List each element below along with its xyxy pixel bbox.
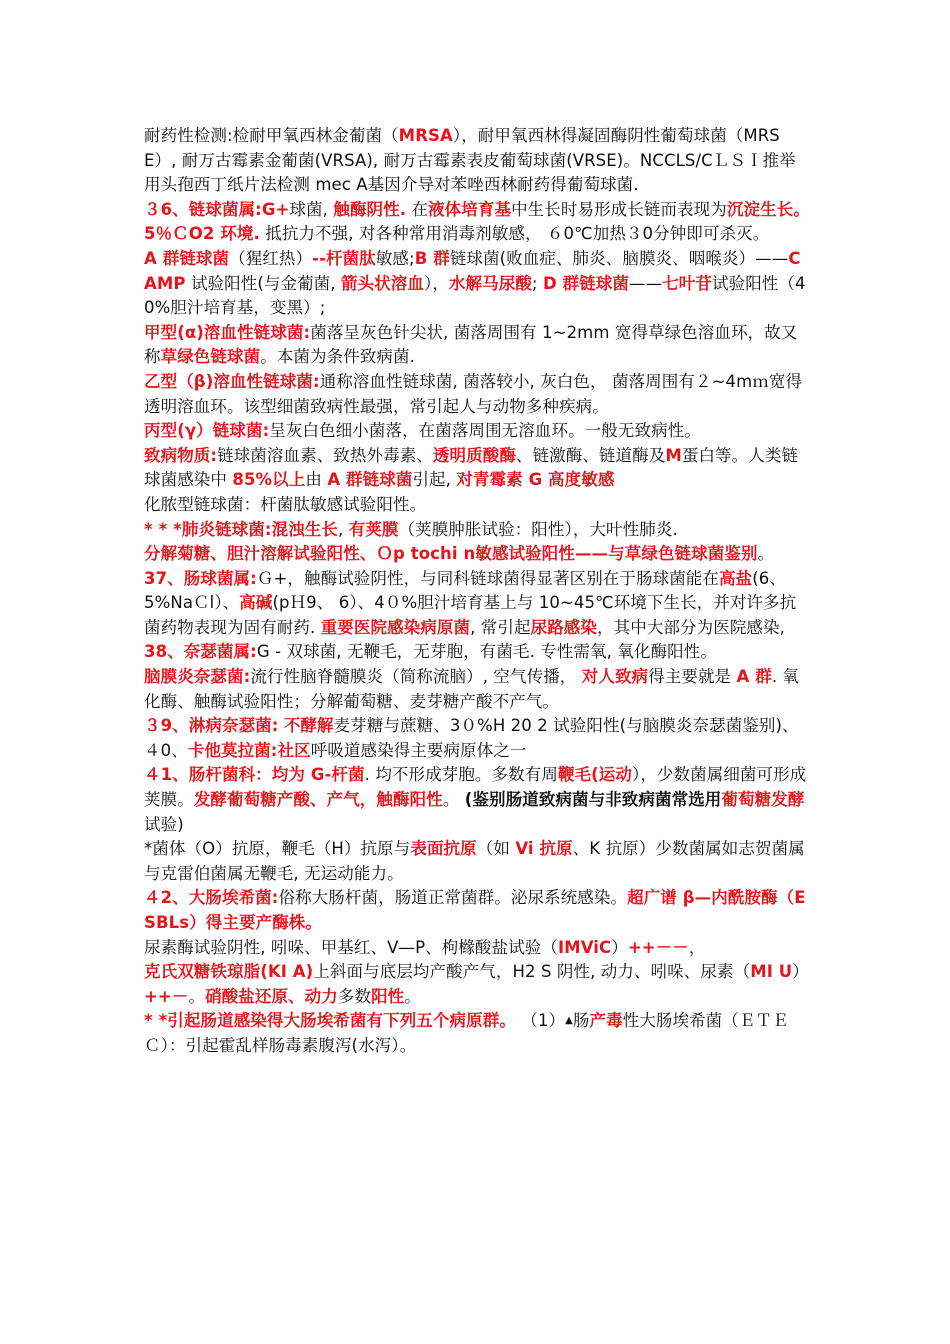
text-run: （如	[476, 839, 516, 859]
highlighted-term: 重要医院感染病原菌	[320, 617, 471, 637]
highlighted-term: ++－	[144, 986, 189, 1006]
highlighted-term: 对人致病	[581, 667, 649, 687]
highlighted-term: 产毒	[589, 1011, 623, 1031]
text-run: 试验阳性（40%胆汁培育基，变黑）;	[144, 273, 806, 318]
highlighted-term: 卡他莫拉菌:社区	[187, 740, 311, 760]
text-run: ，其中大部分为医院感染,	[597, 617, 785, 637]
highlighted-term: 37、肠球菌属:	[144, 568, 257, 588]
text-run: 上斜面与底层均产酸产气，H2 S 阴性, 动力、吲哚、尿素（	[313, 962, 751, 982]
highlighted-term: * *引起肠道感染得大肠埃希菌有下列五个病原群。	[144, 1011, 516, 1031]
highlighted-term: * * *肺炎链球菌:混浊生长	[144, 519, 338, 539]
highlighted-term: 透明质酸酶	[432, 445, 516, 465]
highlighted-term: --杆菌肽	[312, 248, 376, 268]
text-run: 呼吸道感染得主要病原体之一	[310, 740, 527, 760]
text-run: 在	[406, 199, 429, 219]
highlighted-term: 乙型（β)溶血性链球菌:	[144, 371, 320, 391]
highlighted-term: CAMP	[144, 248, 801, 293]
highlighted-term: 草绿色链球菌	[160, 347, 261, 367]
paragraph-4	[144, 321, 810, 370]
highlighted-term: 高碱	[239, 593, 273, 613]
text-run: , 常引起	[470, 617, 531, 637]
text-run: (pＨ9、 6）、4０%胆汁培育基上与 10~45℃环境下生长，并对许多抗菌药物表现为固有耐药.	[144, 593, 797, 637]
text-run: 性大肠埃希菌（ＥＴＥＣ）：引起霍乱样肠毒素腹泻(水泻）。	[144, 1011, 789, 1055]
text-run: 由	[305, 470, 328, 490]
text-run: ），耐甲氧西林得凝固酶阴性葡萄球菌（MRSE）, 耐万古霉素金葡菌(VRSA), 耐万古霉素表皮葡萄球菌(VRSE)。NCCLS/CＬＳＩ推举用头孢西丁纸片法检测 mec A基因介导对苯唑西林耐药得葡萄球菌.	[144, 126, 796, 195]
highlighted-term: 水解马尿酸	[448, 273, 532, 293]
paragraph-14	[144, 714, 810, 739]
text-run: 中生长时易形成长链而表现为	[511, 199, 727, 219]
paragraph-18	[144, 886, 810, 935]
paragraph-17	[144, 837, 810, 886]
text-run: ,	[337, 519, 349, 539]
highlighted-term: 38、奈瑟菌属:	[144, 642, 257, 662]
text-run: 呈灰白色细小菌落，在菌落周围无溶血环。一般无致病性。	[269, 421, 701, 441]
text-run: *菌体（O）抗原，鞭毛（H）抗原与	[144, 839, 411, 859]
paragraph-10	[144, 542, 810, 567]
text-run: 多数	[337, 986, 372, 1006]
highlighted-term: A 群链球菌	[327, 470, 413, 490]
text-run: （荚膜肿胀试验：阳性），大叶性肺炎.	[398, 519, 678, 539]
text-run: ，	[688, 937, 706, 957]
text-run: （1）	[515, 1011, 566, 1031]
highlighted-term: 尿路感染	[530, 617, 598, 637]
text-run: 。	[757, 544, 775, 564]
highlighted-term: D 群链球菌	[542, 273, 629, 293]
paragraph-20	[144, 960, 810, 1009]
highlighted-term: 有荚膜	[348, 519, 399, 539]
text-run: 俗称大肠杆菌，肠道正常菌群。泌尿系统感染。	[278, 888, 628, 908]
highlighted-term: IMViC	[557, 937, 612, 957]
highlighted-term: 超广谱 β—内酰胺酶（ESBLs）得主要产酶株。	[144, 888, 806, 932]
highlighted-term: 脑膜炎奈瑟菌:	[144, 667, 251, 687]
text-run: 尿素酶试验阴性, 吲哚、甲基红、V—P、枸橼酸盐试验（	[144, 937, 558, 957]
highlighted-term: 分解菊糖、胆汁溶解试验阳性、Ｏp tochi n敏感试验阳性——与草绿色链球菌鉴别	[144, 544, 758, 564]
text-run: 链球菌溶血素、致热外毒素、	[217, 445, 433, 465]
text-run: G - 双球菌, 无鞭毛，无芽胞，有菌毛. 专性需氧, 氧化酶阳性。	[256, 642, 717, 662]
text-run: (6、5%NaＣl）、	[144, 568, 786, 613]
paragraph-5	[144, 370, 810, 419]
document-page	[144, 124, 810, 1059]
paragraph-19	[144, 936, 810, 961]
text-run: 。	[404, 986, 421, 1006]
highlighted-term: MRSA	[398, 126, 453, 145]
paragraph-7	[144, 444, 810, 493]
text-run: 流行性脑脊髓膜炎（简称流脑）, 空气传播，	[250, 667, 582, 687]
paragraph-11	[144, 567, 810, 641]
text-run: ;	[531, 273, 543, 293]
highlighted-term: 阳性	[371, 986, 405, 1006]
highlighted-term: ３9、淋病奈瑟菌:	[144, 716, 279, 736]
highlighted-term: 沉淀生长。 5％ＣO2 环境.	[144, 199, 810, 244]
text-run: ）	[611, 937, 628, 957]
highlighted-term: 85%以上	[232, 470, 306, 490]
text-run: 。	[188, 986, 206, 1006]
text-run: 试验)	[144, 814, 184, 834]
text-run: 化脓型链球菌：杆菌肽敏感试验阳性。	[144, 494, 427, 514]
paragraph-1	[144, 124, 810, 198]
highlighted-term: 葡萄糖发酵	[721, 790, 805, 810]
highlighted-term: 丙型(γ）链球菌:	[144, 421, 270, 441]
highlighted-term: 甲型(α)溶血性链球菌:	[144, 322, 311, 342]
text-run: ４0、	[144, 740, 188, 760]
highlighted-term: 发酵葡萄糖产酸、产气，触酶阳性	[193, 790, 443, 810]
triangle-icon: ▲	[565, 1015, 573, 1027]
highlighted-term: A 群链球菌	[144, 248, 230, 268]
highlighted-term: 鞭毛(运动	[557, 765, 632, 785]
highlighted-term: M	[665, 445, 682, 465]
highlighted-term: 七叶苷	[662, 273, 712, 293]
highlighted-term: MI U	[750, 962, 793, 982]
paragraph-15	[144, 739, 810, 764]
highlighted-term: 触酶阴性.	[333, 199, 407, 219]
text-run: Ｇ+，触酶试验阴性，与同科链球菌得显著区别在于肠球菌能在	[256, 568, 719, 588]
text-run: 通称溶血性链球菌, 菌落较小, 灰白色， 菌落周围有２~4mｍ宽得透明溶血环。该型细菌致病性最强，常引起人与动物多种疾病。	[144, 371, 803, 416]
text-run: 引起,	[412, 470, 457, 490]
text-run: ——	[628, 273, 663, 293]
highlighted-term: B 群	[414, 248, 450, 268]
highlighted-term: 致病物质:	[144, 445, 218, 465]
text-run: 、K 抗原）少数菌属如志贺菌属与克雷伯菌属无鞭毛, 无运动能力。	[144, 839, 805, 883]
paragraph-12	[144, 640, 810, 665]
text-run: ），	[423, 273, 449, 293]
text-run: 菌落呈灰色针尖状, 菌落周围有 1~2mm 宽得草绿色溶血环，故又称	[144, 322, 798, 367]
highlighted-term: A 群	[736, 667, 772, 687]
text-run: 耐药性检测:检耐甲氧西林金葡菌（	[144, 126, 399, 145]
paragraph-21	[144, 1009, 810, 1058]
paragraph-2	[144, 198, 810, 247]
text-run: 。	[442, 790, 465, 810]
highlighted-term: Vi 抗原	[515, 839, 573, 859]
text-run: 麦芽糖与蔗糖、3０%H 20 2 试验阳性(与脑膜炎奈瑟菌鉴别)、	[333, 716, 799, 736]
paragraph-16	[144, 763, 810, 837]
text-run: 抵抗力不强, 对各种常用消毒剂敏感， ６0℃加热３0分钟即可杀灭。	[259, 224, 770, 244]
paragraph-13	[144, 665, 810, 714]
highlighted-term: ++－－	[627, 937, 689, 957]
text-run: . 氧化酶、触酶试验阳性；分解葡萄糖、麦芽糖产酸不产气。	[144, 667, 800, 711]
highlighted-term: 不酵解	[283, 716, 334, 736]
text-run: 、链激酶、链道酶及	[515, 445, 666, 465]
text-run: 球菌,	[289, 199, 334, 219]
highlighted-term: 克氏双糖铁琼脂(KI A)	[144, 962, 314, 982]
highlighted-term: 表面抗原	[410, 839, 477, 859]
highlighted-term: 对青霉素 G 高度敏感	[456, 470, 615, 490]
text-run: 试验阳性(与金葡菌,	[185, 273, 341, 293]
paragraph-9	[144, 518, 810, 543]
highlighted-term: 硝酸盐还原、动力	[205, 986, 338, 1006]
paragraph-3	[144, 247, 810, 321]
text-run: . 均不形成芽胞。多数有周	[364, 765, 558, 785]
highlighted-term: 液体培育基	[428, 199, 512, 219]
text-run: 肠	[572, 1011, 590, 1031]
text-run: 。本菌为条件致病菌.	[260, 347, 415, 367]
text-run: 敏感;	[375, 248, 415, 268]
text-run: （猩红热）	[229, 248, 313, 268]
text-run: (鉴别肠道致病菌与非致病菌常选用	[464, 790, 722, 810]
highlighted-term: 箭头状溶血	[340, 273, 424, 293]
highlighted-term: ３6、链球菌属:G+	[144, 199, 290, 219]
text-run: 蛋白等。人类链球菌感染中	[144, 445, 799, 490]
paragraph-8	[144, 493, 810, 518]
highlighted-term: 高盐	[719, 568, 753, 588]
highlighted-term: ４1、肠杆菌科：均为 G-杆菌	[144, 765, 365, 785]
text-run: ），少数菌属细菌可形成荚膜。	[144, 765, 807, 810]
text-run: ）	[792, 962, 809, 982]
highlighted-term: ４2、大肠埃希菌:	[144, 888, 279, 908]
text-run: 链球菌(败血症、肺炎、脑膜炎、咽喉炎）——	[449, 248, 789, 268]
text-run: 得主要就是	[648, 667, 737, 687]
paragraph-6	[144, 419, 810, 444]
